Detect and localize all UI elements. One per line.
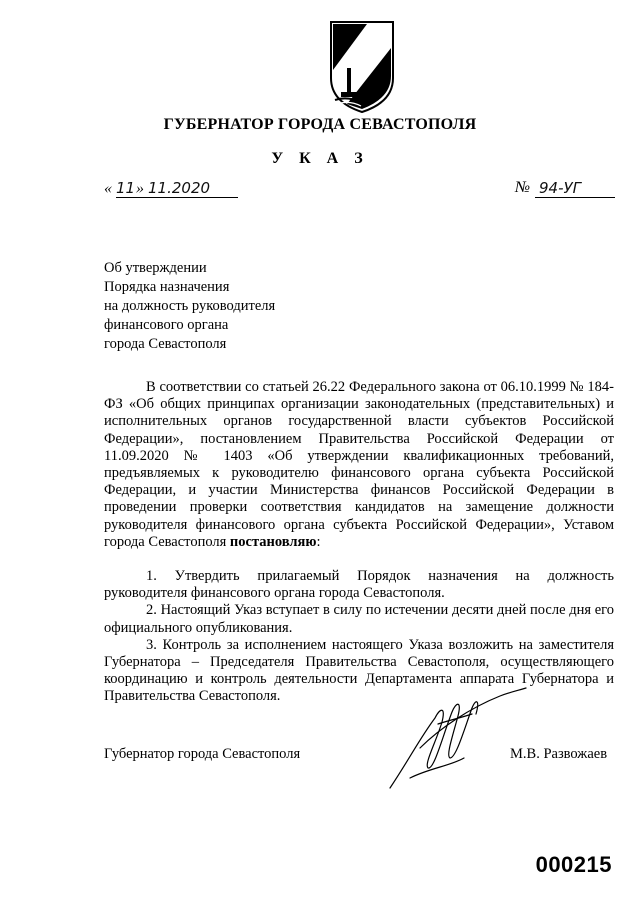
subject-line: Об утверждении [104,260,207,276]
date-day: 11 [116,179,136,197]
preamble-paragraph [104,379,614,551]
decree-colon: : [316,533,321,550]
issuing-authority: ГУБЕРНАТОР ГОРОДА СЕВАСТОПОЛЯ [163,116,477,133]
decree-item-3: 3. Контроль за исполнением настоящего Указа возложить на заместителя Губернатора – Председателя Правительства Севастополя, осуществляющего координацию и контроль деятельности Департамента аппарата Губернатора и Правительства Севастополя. [104,636,614,705]
decree-number [515,178,615,200]
subject-line: финансового органа [104,317,229,333]
date-underline [116,197,238,198]
subject-line: города Севастополя [104,336,227,352]
subject-line: Порядка назначения [104,279,230,295]
decree-date [104,178,239,200]
decree-subject [104,259,404,354]
decree-item-2: 2. Настоящий Указ вступает в силу по истечении десяти дней после дня его официального опубликования. [104,602,614,636]
number-underline [535,197,615,198]
number-sign: № [515,179,531,196]
decree-item-1: 1. Утвердить прилагаемый Порядок назначения на должность руководителя финансового органа города Севастополя. [104,568,614,602]
signatory-title: Губернатор города Севастополя [104,746,301,762]
number-value: 94-УГ [539,179,581,197]
handwritten-signature-icon [380,678,530,798]
decree-operative-word: постановляю [229,533,317,550]
document-type: У К А З [271,150,369,167]
decree-body [104,379,614,706]
serial-number: 000215 [535,852,612,877]
subject-line: на должность руководителя [104,298,276,314]
preamble-text: В соответствии со статьей 26.22 Федерального закона от 06.10.1999 № 184-ФЗ «Об общих принципах организации законодательных (представительных) и исполнительных органов государственной власти субъектов Российской Федерации», постановлением Правительства Российской Федерации от 11.09.2020 № 1403 «Об утверждении квалификационных требований, предъявляемых к руководителю финансового органа субъекта Российской Федерации, и участии Министерства финансов Российской Федерации в проведении проверки соответствия кандидатов на замещение должности руководителя финансового органа субъекта Российской Федерации», Уставом города Севастополя [104,379,614,550]
date-quote-open: « [104,180,112,197]
date-quote-close: » [136,180,144,197]
date-month-year: 11.2020 [148,179,211,197]
signatory-name: М.В. Развожаев [510,746,608,762]
coat-of-arms-icon [327,18,397,114]
